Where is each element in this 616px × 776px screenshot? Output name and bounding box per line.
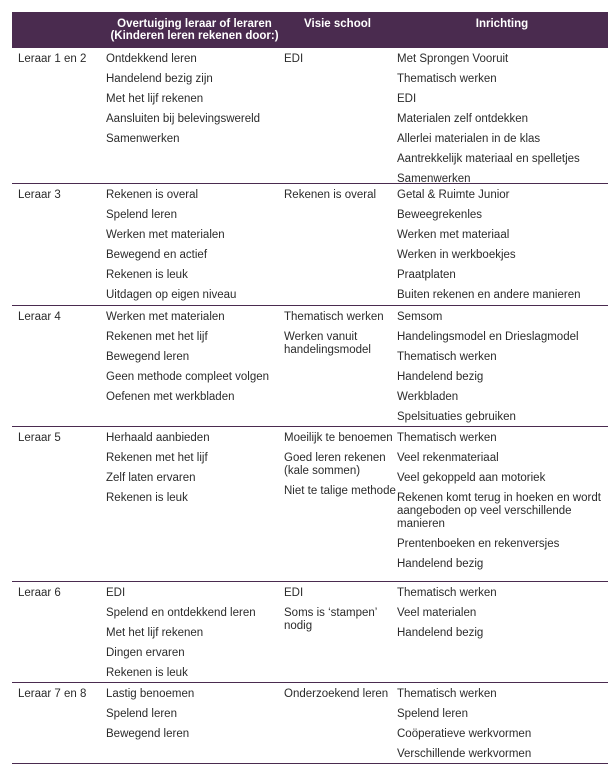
overtuiging-item: Rekenen is leuk [106, 269, 188, 281]
inrichting-item: Thematisch werken [397, 587, 497, 599]
overtuiging-item: Samenwerken [106, 133, 180, 145]
inrichting-item: Thematisch werken [397, 351, 497, 363]
inrichting-cell [396, 582, 608, 682]
visie-cell [279, 427, 396, 581]
inrichting-item: Aantrekkelijk materiaal en spelletjes [397, 153, 580, 165]
overtuiging-item: Aansluiten bij belevingswereld [106, 113, 261, 125]
inrichting-item: Veel rekenmateriaal [397, 452, 499, 464]
header-teacher [12, 12, 102, 18]
table-row [12, 683, 608, 764]
inrichting-item: Semsom [397, 311, 443, 323]
visie-cell [279, 184, 396, 305]
visie-cell [279, 582, 396, 682]
inrichting-item: Spelsituaties gebruiken [397, 411, 516, 423]
inrichting-cell [396, 184, 608, 305]
visie-item: Onderzoekend leren [284, 688, 389, 700]
visie-item: Goed leren rekenen (kale sommen) [284, 452, 386, 477]
overtuiging-cell [102, 582, 279, 682]
inrichting-item: Verschillende werkvormen [397, 748, 532, 760]
inrichting-item: Thematisch werken [397, 688, 497, 700]
overtuiging-cell [102, 683, 279, 763]
teacher-label: Leraar 7 en 8 [18, 688, 87, 700]
overtuiging-item: Bewegend leren [106, 351, 190, 363]
inrichting-item: Werkbladen [397, 391, 459, 403]
overtuiging-item: Ontdekkend leren [106, 53, 197, 65]
overtuiging-cell [102, 184, 279, 305]
overtuiging-cell [102, 48, 279, 183]
overtuiging-cell [102, 306, 279, 426]
visie-cell [279, 48, 396, 183]
visie-cell [279, 306, 396, 426]
inrichting-item: Getal & Ruimte Junior [397, 189, 510, 201]
header-visie: Visie school [304, 18, 371, 30]
inrichting-item: Handelingsmodel en Drieslagmodel [397, 331, 579, 343]
overtuiging-item: Werken met materialen [106, 311, 225, 323]
header-overtuiging: Overtuiging leraar of leraren (Kinderen leren rekenen door:) [110, 18, 279, 42]
teacher-label: Leraar 3 [18, 189, 61, 201]
overtuiging-item: EDI [106, 587, 126, 599]
table-header [12, 12, 608, 48]
teacher-label: Leraar 4 [18, 311, 61, 323]
overtuiging-item: Dingen ervaren [106, 647, 185, 659]
inrichting-item: Materialen zelf ontdekken [397, 113, 529, 125]
overtuiging-item: Spelend leren [106, 708, 177, 720]
inrichting-item: Werken met materiaal [397, 229, 510, 241]
overtuiging-item: Handelend bezig zijn [106, 73, 213, 85]
visie-item: Soms is ‘stampen’ nodig [284, 607, 377, 632]
inrichting-cell [396, 48, 608, 183]
header-inrichting: Inrichting [475, 18, 529, 30]
inrichting-item: Buiten rekenen en andere manieren [397, 289, 581, 301]
inrichting-item: EDI [397, 93, 417, 105]
overtuiging-item: Spelend en ontdekkend leren [106, 607, 256, 619]
table-row [12, 427, 608, 582]
overtuiging-item: Bewegend en actief [106, 249, 208, 261]
visie-item: Niet te talige methode [284, 485, 396, 497]
inrichting-item: Rekenen komt terug in hoeken en wordt aangeboden op veel verschillende manieren [397, 492, 601, 530]
inrichting-item: Allerlei materialen in de klas [397, 133, 541, 145]
table-row [12, 48, 608, 184]
visie-cell [279, 683, 396, 763]
visie-item: EDI [284, 53, 304, 65]
overtuiging-item: Geen methode compleet volgen [106, 371, 270, 383]
overview-table [12, 12, 608, 764]
visie-item: Moeilijk te benoemen [284, 432, 393, 444]
teacher-cell [12, 582, 102, 682]
overtuiging-item: Uitdagen op eigen niveau [106, 289, 237, 301]
inrichting-item: Beweegrekenles [397, 209, 483, 221]
overtuiging-cell [102, 427, 279, 581]
visie-item: EDI [284, 587, 304, 599]
table-row [12, 306, 608, 427]
overtuiging-item: Zelf laten ervaren [106, 472, 196, 484]
overtuiging-item: Met het lijf rekenen [106, 93, 204, 105]
inrichting-item: Werken in werkboekjes [397, 249, 516, 261]
teacher-cell [12, 683, 102, 763]
inrichting-item: Praatplaten [397, 269, 456, 281]
teacher-label: Leraar 1 en 2 [18, 53, 87, 65]
teacher-cell [12, 48, 102, 183]
inrichting-item: Met Sprongen Vooruit [397, 53, 509, 65]
overtuiging-item: Herhaald aanbieden [106, 432, 210, 444]
visie-item: Rekenen is overal [284, 189, 377, 201]
inrichting-cell [396, 427, 608, 581]
overtuiging-item: Rekenen is leuk [106, 667, 188, 679]
overtuiging-item: Bewegend leren [106, 728, 190, 740]
visie-item: Werken vanuit handelingsmodel [284, 331, 371, 356]
teacher-label: Leraar 5 [18, 432, 61, 444]
inrichting-item: Coöperatieve werkvormen [397, 728, 532, 740]
overtuiging-item: Rekenen met het lijf [106, 452, 208, 464]
inrichting-item: Samenwerken [397, 173, 471, 185]
table-row [12, 582, 608, 683]
teacher-cell [12, 306, 102, 426]
inrichting-item: Thematisch werken [397, 432, 497, 444]
inrichting-cell [396, 306, 608, 426]
inrichting-item: Handelend bezig [397, 627, 484, 639]
overtuiging-item: Rekenen is overal [106, 189, 199, 201]
overtuiging-item: Lastig benoemen [106, 688, 195, 700]
overtuiging-item: Rekenen is leuk [106, 492, 188, 504]
table-row [12, 184, 608, 306]
inrichting-item: Veel materialen [397, 607, 477, 619]
overtuiging-item: Rekenen met het lijf [106, 331, 208, 343]
inrichting-item: Handelend bezig [397, 371, 484, 383]
inrichting-item: Handelend bezig [397, 558, 484, 570]
teacher-cell [12, 427, 102, 581]
overtuiging-item: Oefenen met werkbladen [106, 391, 235, 403]
teacher-label: Leraar 6 [18, 587, 61, 599]
overtuiging-item: Spelend leren [106, 209, 177, 221]
inrichting-item: Thematisch werken [397, 73, 497, 85]
overtuiging-item: Werken met materialen [106, 229, 225, 241]
visie-item: Thematisch werken [284, 311, 384, 323]
inrichting-item: Veel gekoppeld aan motoriek [397, 472, 546, 484]
inrichting-item: Spelend leren [397, 708, 468, 720]
overtuiging-item: Met het lijf rekenen [106, 627, 204, 639]
teacher-cell [12, 184, 102, 305]
inrichting-cell [396, 683, 608, 763]
inrichting-item: Prentenboeken en rekenversjes [397, 538, 560, 550]
